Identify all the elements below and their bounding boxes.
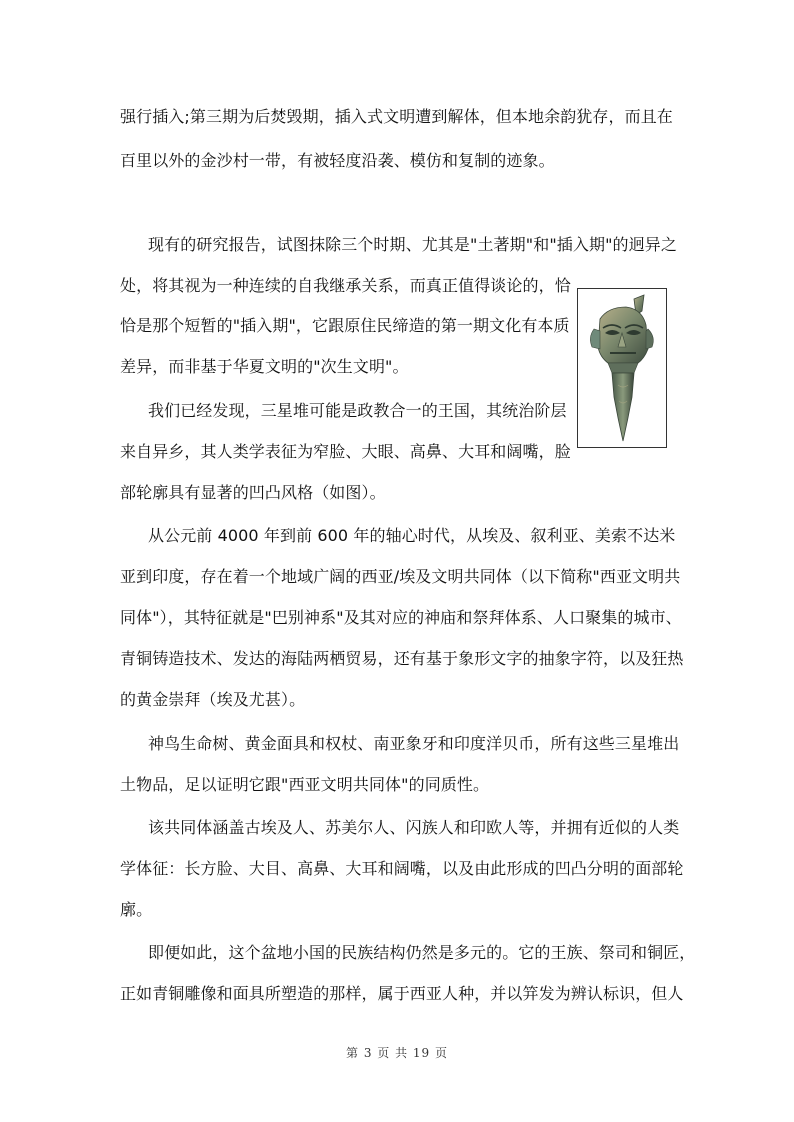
text-line: 的黄金崇拜（埃及尤甚）。: [120, 690, 306, 709]
text-line: 正如青铜雕像和面具所塑造的那样，属于西亚人种，并以笄发为辨认标识，但人: [120, 984, 684, 1003]
text-line: 部轮廓具有显著的凹凸风格（如图）。: [120, 483, 386, 502]
text-line: 土物品，足以证明它跟"西亚文明共同体"的同质性。: [120, 775, 490, 794]
text-line: 该共同体涵盖古埃及人、苏美尔人、闪族人和印欧人等，并拥有近似的人类: [148, 818, 680, 837]
bronze-head-figure: [577, 288, 667, 448]
text-line: 强行插入;第三期为后焚毁期，插入式文明遭到解体，但本地余韵犹存，而且在: [120, 107, 673, 126]
text-line: 亚到印度，存在着一个地域广阔的西亚/埃及文明共同体（以下简称"西亚文明共: [120, 567, 681, 586]
text-line: 我们已经发现，三星堆可能是政教合一的王国，其统治阶层: [148, 401, 567, 420]
text-line: 百里以外的金沙村一带，有被轻度沿袭、模仿和复制的迹象。: [120, 151, 555, 170]
text-line: 恰是那个短暂的"插入期"，它跟原住民缔造的第一期文化有本质: [120, 316, 570, 335]
text-line: 神鸟生命树、黄金面具和权杖、南亚象牙和印度洋贝币，所有这些三星堆出: [148, 734, 680, 753]
text-line: 从公元前 4000 年到前 600 年的轴心时代，从埃及、叙利亚、美索不达米: [148, 526, 676, 545]
text-line: 处，将其视为一种连续的自我继承关系，而真正值得谈论的，恰: [120, 276, 571, 295]
text-line: 来自异乡，其人类学表征为窄脸、大眼、高鼻、大耳和阔嘴，脸: [120, 442, 571, 461]
text-line: 青铜铸造技术、发达的海陆两栖贸易，还有基于象形文字的抽象字符，以及狂热: [120, 649, 684, 668]
text-line: 同体"），其特征就是"巴别神系"及其对应的神庙和祭拜体系、人口聚集的城市、: [120, 608, 682, 627]
text-line: 即便如此，这个盆地小国的民族结构仍然是多元的。它的王族、祭司和铜匠，: [148, 943, 696, 962]
text-line: 廓。: [120, 900, 153, 919]
text-line: 差异，而非基于华夏文明的"次生文明"。: [120, 357, 409, 376]
bronze-head-icon: [578, 289, 666, 447]
page-footer: 第 3 页 共 19 页: [346, 1046, 448, 1060]
text-line: 现有的研究报告，试图抹除三个时期、尤其是"土著期"和"插入期"的迥异之: [148, 235, 677, 254]
text-line: 学体征：长方脸、大目、高鼻、大耳和阔嘴，以及由此形成的凹凸分明的面部轮: [120, 859, 684, 878]
